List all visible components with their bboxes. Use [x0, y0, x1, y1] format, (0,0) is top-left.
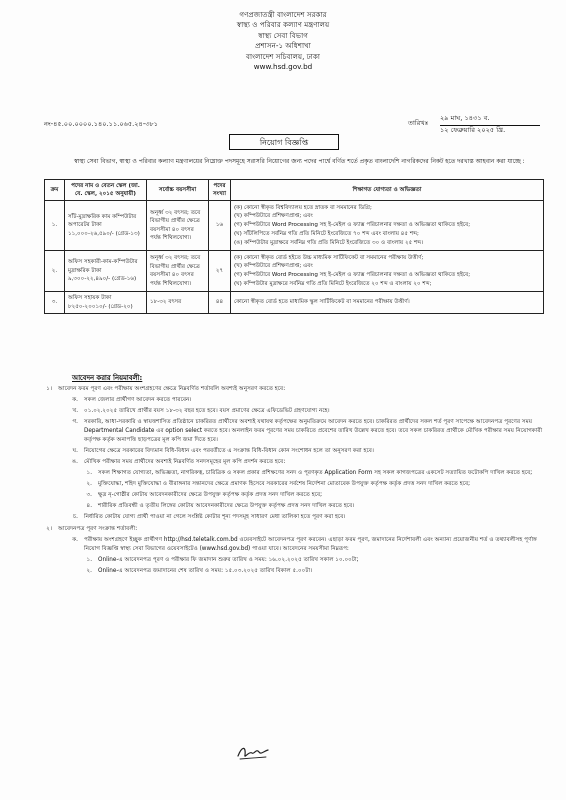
subitem-letter: ঙ. — [72, 459, 78, 465]
row-serial: ২. — [45, 251, 65, 292]
qualification-item: (ক) কোনো স্বীকৃত বোর্ড হইতে উচ্চ মাধ্যমিক সার্টিফিকেট বা সমমানের পরীক্ষায় উত্তীর্ণ; — [234, 254, 424, 261]
qualification-item: কোনো স্বীকৃত বোর্ড হতে মাধ্যমিক স্কুল সার্টিফিকেট বা সমমানের পরীক্ষায় উত্তীর্ণ। — [234, 299, 410, 306]
rule-item — [36, 385, 546, 394]
qualification-item: (ঘ) সাঁটলিপিতে সর্বনিম্ন গতি প্রতি মিনিটে ইংরেজিতে ৭০ শব্দ এবং বাংলায় ৪৫ শব্দ; — [234, 231, 419, 238]
subsubitem-text: মুক্তিযোদ্ধা, শহিদ মুক্তিযোদ্ধা ও বীরাঙ্গনার সন্তানদের ক্ষেত্রে প্রমাণক হিসেবে সরকারের সর্বশেষ নির্দেশনা মোতাবেক উপযুক্ত কর্তৃপক্ষ কর্তৃক প্রদত্ত সনদ দাখিল করতে হবে; — [98, 481, 471, 487]
rules-section — [36, 385, 546, 578]
subitem-letter: ঘ. — [72, 448, 78, 454]
subitem-text: ০১.০২.২০২৫ তারিখে প্রার্থীর বয়স ১৮-৩২ বছর হতে হবে। বয়স প্রমাণের ক্ষেত্রে এফিডেভিট গ্রহণযোগ্য নহে। — [84, 408, 330, 414]
subitem-letter: খ. — [72, 408, 78, 414]
rule-number: ১। — [46, 386, 52, 392]
government-name: গণপ্রজাতন্ত্রী বাংলাদেশ সরকার — [239, 10, 327, 19]
rule-subsubitem — [36, 491, 546, 500]
subsubitem-number: ১. — [86, 557, 92, 563]
qualification-item: (ঙ) কম্পিউটার মুদ্রাক্ষরে সর্বনিম্ন গতি প্রতি মিনিটে ইংরেজিতে ৩০ ও বাংলায় ২৫ শব্দ। — [234, 240, 424, 247]
rule-subitem — [36, 407, 546, 416]
qualification-cell — [231, 251, 544, 292]
rule-subsubitem — [36, 480, 546, 489]
table-row — [45, 201, 544, 251]
subitem-letter: ক. — [72, 397, 78, 403]
qualification-item: (ক) কোনো স্বীকৃত বিশ্ববিদ্যালয় হতে স্নাতক বা সমমানের ডিগ্রি; — [234, 204, 372, 211]
rule-subitem — [36, 513, 546, 522]
rule-subsubitem — [36, 502, 546, 511]
signature-image — [236, 742, 270, 766]
division-name: স্বাস্থ্য সেবা বিভাগ — [258, 30, 308, 40]
subitem-text: সরকারি, আধা-সরকারি ও স্বায়ত্তশাসিত প্রতিষ্ঠানে চাকরিরত প্রার্থীদের অবশ্যই যথাযথ কর্তৃপক্ষের অনুমতিক্রমে আবেদন করতে হবে। চাকরিরত প্রার্থীদের সকল শর্ত পূরণ সাপেক্ষে আবেদনপত্র পূরণের সময় Departmental Candidate এর option select করতে হবে। অনলাইন ফরম পূরণের সময় চাকরিতে প্রবেশের তারিখ উল্লেখ করতে হবে। তবে সকল চাকরিরত প্রার্থীকে মৌখিক পরীক্ষার সময় নিয়োগকারী কর্তৃপক্ষ কর্তৃক অনাপত্তি ছাড়পত্রের মূল কপি জমা দিতে হবে। — [84, 419, 543, 443]
qualification-cell — [231, 201, 544, 251]
header-post: পদের নাম ও বেতন স্কেল (জা. বে. স্কেল, ২০১৫ অনুযায়ী) — [65, 180, 147, 201]
subsubitem-text: Online-এ আবেদনপত্র জমাদানের শেষ তারিখ ও সময়: ১৫.০৩.২০২৫ তারিখ বিকাল ৫.০০টা। — [98, 568, 313, 574]
header-count: পদের সংখ্যা — [209, 180, 231, 201]
qualification-cell — [231, 292, 544, 314]
rule-subsubitem — [36, 469, 546, 478]
rule-number: ২। — [46, 526, 52, 532]
rules-heading: আবেদন করার নিয়মাবলী: — [72, 374, 143, 382]
website-link[interactable]: www.hsd.gov.bd — [253, 62, 313, 72]
subsubitem-text: শারীরিক প্রতিবন্ধী ও তৃতীয় লিঙ্গের কোটায় আবেদনকারীদের ক্ষেত্রে উপযুক্ত কর্তৃপক্ষ প্রদত্ত সনদ দাখিল করতে হবে। — [98, 503, 355, 509]
age-limit: ১৮-৩২ বৎসর — [147, 292, 209, 314]
rule-item — [36, 525, 546, 534]
post-name: অফিস সহায়ক টাকা ৮২৫০-২০০১০/- (গ্রেড-২০) — [65, 292, 147, 314]
date-label: তারিখঃ — [408, 119, 429, 127]
rule-subitem — [36, 418, 546, 445]
subsubitem-number: ৩. — [86, 492, 92, 498]
post-name: সাঁট-মুদ্রাক্ষরিক কাম কম্পিউটার অপারেটর টাকা ১১,০০০-২৬,৫৯০/- (গ্রেড-১৩) — [65, 201, 147, 251]
subitem-letter: ক. — [72, 537, 78, 543]
rule-subitem — [36, 536, 546, 554]
table-row — [45, 251, 544, 292]
ministry-name: স্বাস্থ্য ও পরিবার কল্যাণ মন্ত্রণালয় — [236, 20, 330, 30]
rule-text: আবেদন ফরম পূরণ এবং পরীক্ষায় অংশগ্রহণের ক্ষেত্রে নিম্নবর্ণিত শর্তাবলি অবশ্যই অনুসরণ করতে হবে: — [58, 386, 286, 392]
branch-name: প্রশাসন-১ অধিশাখা — [255, 41, 311, 51]
row-serial: ১. — [45, 201, 65, 251]
rule-subsubitem — [36, 567, 546, 576]
post-count: ১৬ — [209, 201, 231, 251]
header-qualification: শিক্ষাগত যোগ্যতা ও অভিজ্ঞতা — [231, 180, 544, 201]
header-serial: ক্রম — [45, 180, 65, 201]
intro-paragraph: স্বাস্থ্য সেবা বিভাগ, স্বাস্থ্য ও পরিবার কল্যাণ মন্ত্রণালয়ের নিম্নোক্ত পদসমূহে সরাসরি নিয়োগের জন্য পদের পার্শ্বে বর্ণিত শর্তে প্রকৃত বাংলাদেশি নাগরিকদের নিকট হতে দরখাস্ত আহবান করা যাচ্ছে : — [74, 158, 525, 165]
subsubitem-number: ২. — [86, 481, 92, 487]
table-row — [45, 292, 544, 314]
qualification-item: (ঘ) কম্পিউটার মুদ্রাক্ষরে সর্বনিম্ন গতি প্রতি মিনিটে ইংরেজিতে ২০ শব্দ ও বাংলায় ২০ শব্দ; — [234, 281, 432, 288]
post-name: অফিস সহকারী-কাম-কম্পিউটার মুদ্রাক্ষরিক টাকা ৯,৩০০-২২,৪৯০/- (গ্রেড-১৬) — [65, 251, 147, 292]
subsubitem-number: ৪. — [86, 503, 92, 509]
row-serial: ৩. — [45, 292, 65, 314]
age-limit: অনূর্ধ্ব ৩২ বৎসর; তবে বিভাগীয় প্রার্থীর ক্ষেত্রে বয়সসীমা ৪০ বৎসর পর্যন্ত শিথিলযোগ্য। — [147, 201, 209, 251]
qualification-item: (গ) কম্পিউটারে Word Processing সহ ই-মেইল ও ফ্যাক্স পরিচালনার দক্ষতা ও অভিজ্ঞতা থাকিতে হইবে; — [234, 272, 471, 279]
rule-subitem — [36, 396, 546, 405]
qualification-item: (খ) কম্পিউটারে প্রশিক্ষণপ্রাপ্ত; এবং — [234, 213, 313, 220]
subitem-text: মৌখিক পরীক্ষার সময় প্রার্থীদের অবশ্যই নিম্নবর্ণিত সনদসমূহের মূল কপি প্রদর্শন করতে হবে: — [84, 459, 286, 465]
rule-text: আবেদনপত্র পূরণ সংক্রান্ত শর্তাবলী: — [58, 526, 138, 532]
letterhead — [0, 10, 566, 72]
post-count: ২৭ — [209, 251, 231, 292]
rule-subsubitem — [36, 556, 546, 565]
posts-table — [44, 179, 544, 314]
subsubitem-text: ক্ষুদ্র নৃ-গোষ্ঠীর কোটায় আবেদনকারীদের ক্ষেত্রে উপযুক্ত কর্তৃপক্ষ কর্তৃক প্রদত্ত সনদ দাখিল করতে হবে; — [98, 492, 323, 498]
date-bangla: ২৯ মাঘ, ১৪৩১ ব. — [440, 112, 540, 126]
subitem-text: নির্ধারিত কোটায় যোগ্য প্রার্থী পাওয়া না গেলে সংশ্লিষ্ট কোটার শূন্য পদসমূহ সাধারণ মেধা তালিকা হতে পূরণ করা হবে। — [84, 514, 346, 520]
subitem-text: নিয়োগের ক্ষেত্রে সরকারের বিদ্যমান বিধি-বিধান এবং পরবর্তীতে এ সংক্রান্ত বিধি-বিধান কোন সংশোধন হলে তা অনুসরণ করা হবে। — [84, 448, 374, 454]
post-count: ৪৪ — [209, 292, 231, 314]
table-header-row — [45, 180, 544, 201]
qualification-item: (খ) কম্পিউটারে প্রশিক্ষণপ্রাপ্ত; এবং — [234, 263, 313, 270]
rule-subitem — [36, 458, 546, 467]
subitem-text: সকল জেলার প্রার্থীগণ আবেদন করতে পারবেন। — [84, 397, 192, 403]
subsubitem-number: ২. — [86, 568, 92, 574]
memo-number: নং-৪৫.০০.০০০০.১৪০.১১.০৬৫.২৪-৩৮১ — [44, 120, 159, 128]
header-age: সর্বোচ্চ বয়সসীমা — [147, 180, 209, 201]
subitem-letter: চ. — [73, 514, 78, 520]
subsubitem-number: ১. — [86, 470, 92, 476]
rule-subitem — [36, 447, 546, 456]
office-address: বাংলাদেশ সচিবালয়, ঢাকা — [245, 51, 320, 61]
subsubitem-text: সকল শিক্ষাগত যোগ্যতা, অভিজ্ঞতা, নাগরিকত্ব, চারিত্রিক ও সকল প্রকার প্রশিক্ষণের সনদ ও পূরণকৃত Application Form সহ সকল কাগজপত্রের একসেট সত্যায়িত ফটোকপি দাখিল করতে হবে; — [98, 470, 533, 476]
notice-title: নিয়োগ বিজ্ঞপ্তি — [229, 134, 339, 150]
date-english: ১২ ফেব্রুয়ারি ২০২৫ খ্রি. — [440, 126, 506, 134]
subitem-letter: গ. — [72, 419, 78, 425]
age-limit: অনূর্ধ্ব ৩২ বৎসর; তবে বিভাগীয় প্রার্থীর ক্ষেত্রে বয়সসীমা ৪০ বৎসর পর্যন্ত শিথিলযোগ্য। — [147, 251, 209, 292]
subsubitem-text: Online-এ আবেদনপত্র পূরণ ও পরীক্ষার ফি জমাদান শুরুর তারিখ ও সময়: ১৬.০২.২০২৫ তারিখ সকাল ১০.০০টা; — [98, 557, 359, 563]
qualification-item: (গ) কম্পিউটারে Word Processing সহ ই-মেইল ও ফ্যাক্স পরিচালনার দক্ষতা ও অভিজ্ঞতা থাকিতে হইবে; — [234, 222, 471, 229]
subitem-text: পরীক্ষায় অংশগ্রহণে ইচ্ছুক প্রার্থীগণ http://hsd.teletalk.com.bd ওয়েবসাইটে আবেদনপত্র পূরণ করবেন। এছাড়া ফরম পূরণ, জমাদানের নির্দেশাবলী এবং অন্যান্য প্রয়োজনীয় শর্ত ও তথ্যাবলীসহ পূর্ণাঙ্গ নিয়োগ বিজ্ঞপ্তি স্বাস্থ্য সেবা বিভাগের ওয়েবসাইটেও (www.hsd.gov.bd) পাওয়া যাবে। আবেদনের সময়সীমা নিম্নরূপ: — [84, 537, 537, 552]
